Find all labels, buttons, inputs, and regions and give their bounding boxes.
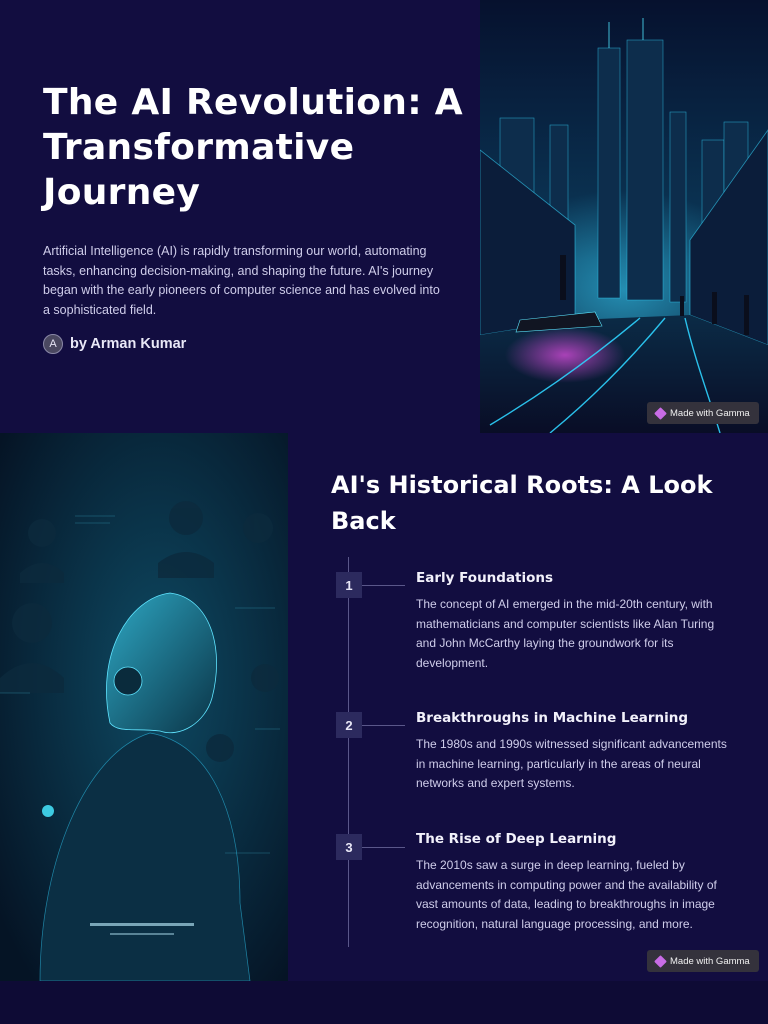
step-title-3: The Rise of Deep Learning <box>416 831 617 847</box>
step-text-3: The 2010s saw a surge in deep learning, fueled by advancements in computing power and the availability of vast amounts of data, leading to breakthroughs in image recognition, natural language processing, and more. <box>416 858 717 931</box>
step-text-1: The concept of AI emerged in the mid-20th century, with mathematicians and computer scientists like Alan Turing and John McCarthy laying the groundwork for its development. <box>416 597 715 670</box>
page-title: The AI Revolution: A Transformative Journey <box>43 82 463 213</box>
gamma-logo-icon <box>654 407 667 420</box>
timeline-connector <box>362 585 405 586</box>
author-name: by Arman Kumar <box>70 336 187 352</box>
step-text-2: The 1980s and 1990s witnessed significant advancements in machine learning, particularly in the areas of neural networks and expert systems. <box>416 737 727 791</box>
history-slide <box>0 433 768 981</box>
gamma-logo-icon <box>654 955 667 968</box>
timeline-line <box>348 557 349 947</box>
step-title-2: Breakthroughs in Machine Learning <box>416 710 689 726</box>
author-line <box>43 334 186 354</box>
futuristic-city-image <box>480 0 768 433</box>
made-with-gamma-badge[interactable] <box>647 402 759 424</box>
made-with-gamma-badge[interactable] <box>647 950 759 972</box>
robot-poster-illustration <box>0 433 288 981</box>
step-number-3: 3 <box>336 834 362 860</box>
timeline-connector <box>362 725 405 726</box>
intro-paragraph: Artificial Intelligence (AI) is rapidly transforming our world, automating tasks, enhancing decision-making, and shaping the future. AI's journey began with the early pioneers of computer science and has evolved into a sophisticated field. <box>43 244 440 317</box>
timeline-connector <box>362 847 405 848</box>
avatar: A <box>43 334 63 354</box>
step-number-2: 2 <box>336 712 362 738</box>
badge-label: Made with Gamma <box>670 407 750 419</box>
step-title-1: Early Foundations <box>416 570 554 586</box>
section-title: AI's Historical Roots: A Look Back <box>331 471 713 535</box>
step-number-1: 1 <box>336 572 362 598</box>
city-illustration <box>480 0 768 433</box>
title-slide <box>0 0 768 433</box>
badge-label: Made with Gamma <box>670 955 750 967</box>
ai-poster-image <box>0 433 288 981</box>
